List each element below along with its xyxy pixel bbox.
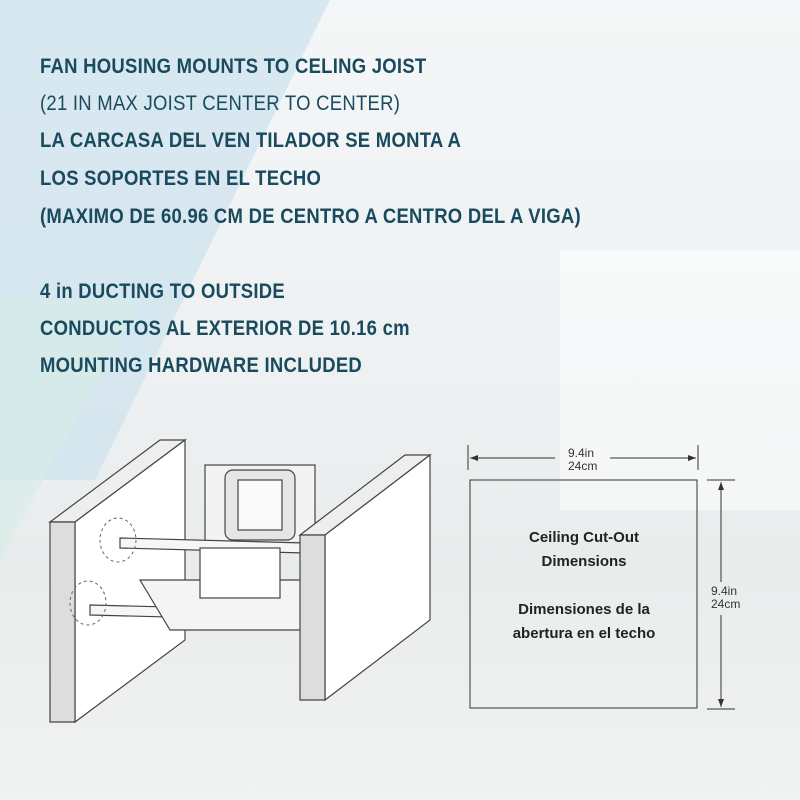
width-in: 9.4in [568, 446, 595, 460]
cutout-title-en-line2: Dimensions [541, 553, 627, 570]
headline-ducting: 4 in DUCTING TO OUTSIDE [40, 280, 285, 303]
headline-es-maximo: (MAXIMO DE 60.96 CM DE CENTRO A CENTRO DEL A VIGA) [40, 205, 581, 228]
width-dimension-label [568, 447, 597, 473]
headline-es-soportes: LOS SOPORTES EN EL TECHO [40, 167, 322, 190]
cutout-title-es [471, 598, 697, 646]
headline-fan-housing: FAN HOUSING MOUNTS TO CELING JOIST [40, 55, 427, 78]
height-in: 9.4in [711, 584, 738, 598]
headline-hardware: MOUNTING HARDWARE INCLUDED [40, 354, 363, 377]
height-cm: 24cm [711, 597, 741, 611]
cutout-title-es-line1: Dimensiones de la [518, 601, 650, 618]
cutout-title-en [471, 526, 697, 574]
height-dimension-label [711, 585, 740, 611]
width-cm: 24cm [568, 459, 598, 473]
cutout-title-es-line2: abertura en el techo [512, 625, 656, 642]
headline-joist-spacing: (21 IN MAX JOIST CENTER TO CENTER) [40, 92, 401, 115]
headline-es-carcasa: LA CARCASA DEL VEN TILADOR SE MONTA A [40, 129, 462, 152]
headline-es-conductos: CONDUCTOS AL EXTERIOR DE 10.16 cm [40, 317, 410, 340]
cutout-title-en-line1: Ceiling Cut-Out [529, 529, 639, 546]
